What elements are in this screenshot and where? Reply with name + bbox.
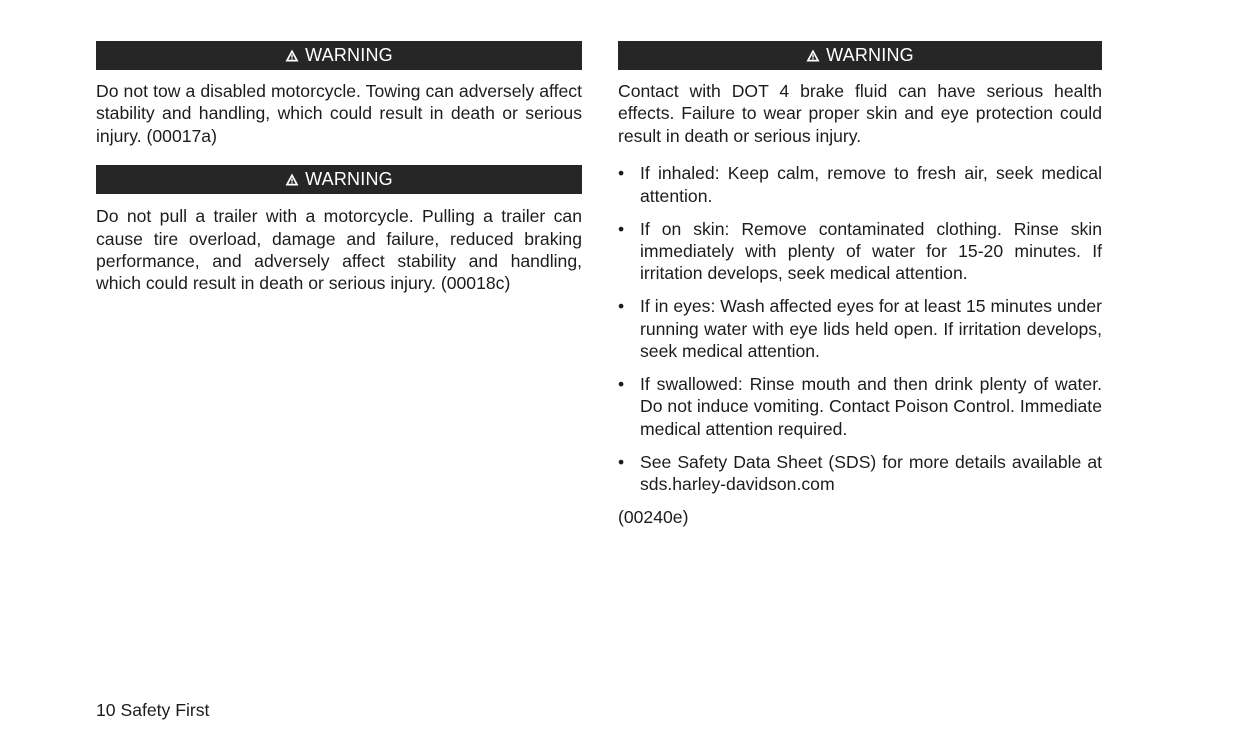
warning-text-trailer: Do not pull a trailer with a motorcycle. Pulling a trailer can cause tire overload, damage and failure, reduced braking performance, and adversely affect stability and handling, which could result in death or serious injury. (00018c): [96, 206, 582, 294]
left-column: [96, 41, 582, 295]
bullet-icon: •: [618, 218, 625, 239]
list-item: [618, 162, 1102, 207]
bullet-icon: •: [618, 451, 625, 472]
bullet-icon: •: [618, 163, 625, 184]
warning-triangle-icon: [285, 173, 299, 186]
list-item-text: If on skin: Remove contaminated clothing. Rinse skin immediately with plenty of water for 15-20 minutes. If irritation develops, seek medical attention.: [640, 218, 1102, 284]
list-item: [618, 218, 1102, 285]
bullet-icon: •: [618, 373, 625, 394]
warning-label: WARNING: [305, 169, 393, 190]
warning-text-brake-fluid: Contact with DOT 4 brake fluid can have serious health effects. Failure to wear proper skin and eye protection could result in death or serious injury.: [618, 81, 1102, 146]
warning-code: (00240e): [618, 507, 689, 527]
list-item: [618, 451, 1102, 496]
warning-banner: [96, 165, 582, 194]
list-item-text: If inhaled: Keep calm, remove to fresh air, seek medical attention.: [640, 163, 1102, 206]
bullet-icon: •: [618, 296, 625, 317]
warning-triangle-icon: [806, 49, 820, 62]
warning-banner: [618, 41, 1102, 70]
list-item: [618, 295, 1102, 362]
page-footer: 10 Safety First: [96, 700, 210, 720]
list-item-text: If in eyes: Wash affected eyes for at least 15 minutes under running water with eye lids held open. If irritation develops, seek medical attention.: [640, 296, 1102, 362]
warning-label: WARNING: [826, 45, 914, 65]
warning-triangle-icon: [285, 49, 299, 62]
first-aid-list: [618, 162, 1102, 495]
list-item-text: See Safety Data Sheet (SDS) for more details available at sds.harley-davidson.com: [640, 451, 1102, 495]
right-column: [618, 41, 1102, 528]
warning-banner: [96, 41, 582, 70]
warning-label: WARNING: [305, 45, 393, 65]
list-item-text: If swallowed: Rinse mouth and then drink plenty of water. Do not induce vomiting. Contact Poison Control. Immediate medical attention required.: [640, 373, 1102, 439]
list-item: [618, 373, 1102, 440]
warning-text-towing: Do not tow a disabled motorcycle. Towing can adversely affect stability and handling, which could result in death or serious injury. (00017a): [96, 81, 582, 146]
